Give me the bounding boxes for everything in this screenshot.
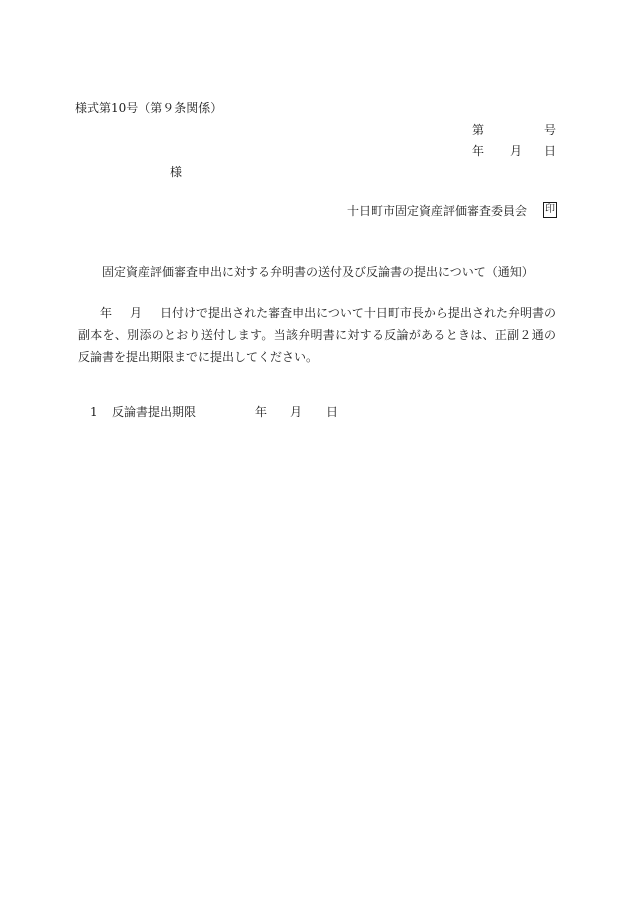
body-month-label: 月 bbox=[130, 306, 143, 320]
document-title: 固定資産評価審査申出に対する弁明書の送付及び反論書の提出について（通知） bbox=[102, 265, 534, 279]
body-paragraph bbox=[78, 302, 556, 368]
addressee-honorific: 様 bbox=[170, 165, 183, 179]
body-text: 日付けで提出された審査申出について十日町市長から提出された弁明書の副本を、別添のとおり送付します。当該弁明書に対する反論があるときは、正副２通の反論書を提出期限までに提出してください。 bbox=[78, 306, 556, 364]
body-year-label: 年 bbox=[100, 306, 113, 320]
date-year-label: 年 bbox=[472, 144, 485, 158]
date-month-label: 月 bbox=[510, 144, 523, 158]
item-label: 反論書提出期限 bbox=[112, 405, 197, 419]
document-number-suffix: 号 bbox=[544, 123, 557, 137]
item-month-label: 月 bbox=[290, 405, 303, 419]
item-day-label: 日 bbox=[326, 405, 339, 419]
item-year-label: 年 bbox=[255, 405, 268, 419]
seal-mark: 印 bbox=[543, 202, 557, 218]
date-day-label: 日 bbox=[544, 144, 557, 158]
item-number: 1 bbox=[90, 405, 98, 419]
issuer-name: 十日町市固定資産評価審査委員会 bbox=[346, 204, 527, 218]
document-number-label: 第 bbox=[472, 123, 485, 137]
form-number: 様式第10号（第９条関係） bbox=[75, 101, 223, 115]
